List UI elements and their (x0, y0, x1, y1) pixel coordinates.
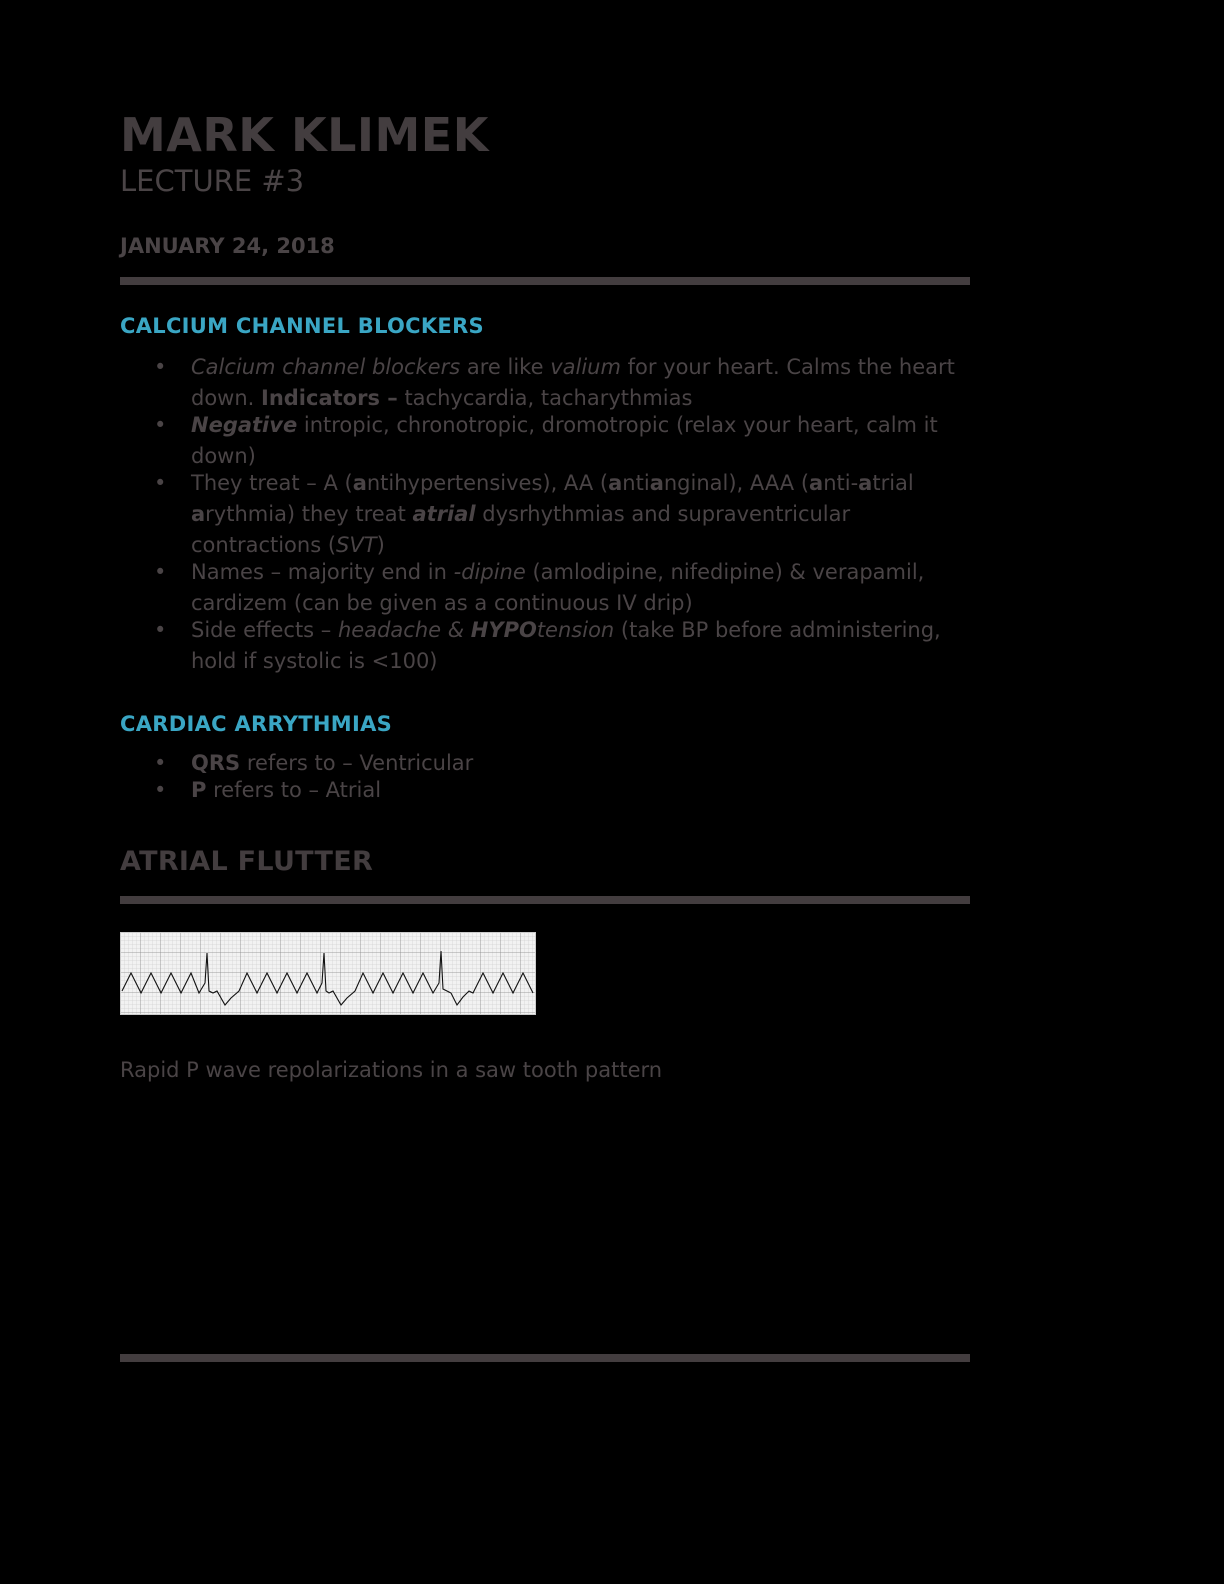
text-span: are like (460, 355, 551, 379)
arrythmia-bullet-2 (120, 777, 980, 804)
text-span: nti (622, 471, 650, 495)
document-subtitle: LECTURE #3 (120, 164, 305, 198)
text-span: tachycardia, tacharythmias (397, 386, 693, 410)
document-title: MARK KLIMEK (120, 108, 489, 162)
text-span: Side effects – (191, 618, 338, 642)
section-heading-atrial-flutter: ATRIAL FLUTTER (120, 846, 374, 877)
text-span: HYPO (470, 618, 537, 642)
bottom-divider (120, 1354, 970, 1362)
document-date: JANUARY 24, 2018 (120, 234, 335, 258)
text-span: trial (872, 471, 914, 495)
text-span: ntihypertensives), AA ( (366, 471, 609, 495)
ccb-bullet-5 (120, 615, 980, 677)
text-span: for your heart. Calms the heart down. (191, 355, 955, 410)
text-span: valium (550, 355, 621, 379)
ecg-strip-image (120, 932, 536, 1015)
text-span: (amlodipine, nifedipine) & verapamil, cardizem (can be given as a continuous IV drip) (191, 560, 925, 615)
text-span: Calcium channel blockers (191, 355, 461, 379)
text-span: SVT (336, 533, 377, 557)
text-span: a (352, 471, 367, 495)
text-span: a (858, 471, 873, 495)
text-span: nti- (823, 471, 859, 495)
text-span: rythmia) they treat (205, 502, 413, 526)
text-span: QRS (191, 751, 241, 775)
top-divider (120, 277, 970, 285)
arrythmia-bullet-1 (120, 750, 980, 777)
text-span: Indicators – (261, 386, 398, 410)
ccb-bullet-4 (120, 557, 980, 619)
ccb-bullet-1 (120, 352, 980, 414)
text-span: nginal), AAA ( (663, 471, 810, 495)
text-span: (take BP before administering, hold if systolic is <100) (191, 618, 941, 673)
text-span: a (809, 471, 824, 495)
text-span: intropic, chronotropic, dromotropic (relax your heart, calm it down) (191, 413, 938, 468)
text-span: ) (376, 533, 385, 557)
ccb-bullet-list (120, 352, 980, 677)
text-span: headache & (337, 618, 471, 642)
text-span: Negative (191, 413, 298, 437)
text-span: tension (536, 618, 615, 642)
text-span: refers to – Atrial (206, 778, 382, 802)
arrythmia-bullet-list (120, 750, 980, 804)
ccb-bullet-2 (120, 410, 980, 472)
text-span: a (649, 471, 664, 495)
text-span: P (191, 778, 207, 802)
atrial-flutter-caption: Rapid P wave repolarizations in a saw tooth pattern (120, 1058, 663, 1082)
text-span: -dipine (453, 560, 526, 584)
text-span: refers to – Ventricular (240, 751, 474, 775)
text-span: They treat – A ( (191, 471, 353, 495)
text-span: dysrhythmias and supraventricular contractions ( (191, 502, 851, 557)
section-heading-arrythmias: CARDIAC ARRYTHMIAS (120, 712, 393, 736)
text-span: a (608, 471, 623, 495)
ccb-bullet-3 (120, 468, 980, 561)
text-span: atrial (412, 502, 476, 526)
flutter-divider (120, 896, 970, 904)
text-span: Names – majority end in (191, 560, 454, 584)
text-span: a (191, 502, 206, 526)
ecg-strip-graphic (121, 933, 535, 1014)
section-heading-ccb: CALCIUM CHANNEL BLOCKERS (120, 314, 484, 338)
